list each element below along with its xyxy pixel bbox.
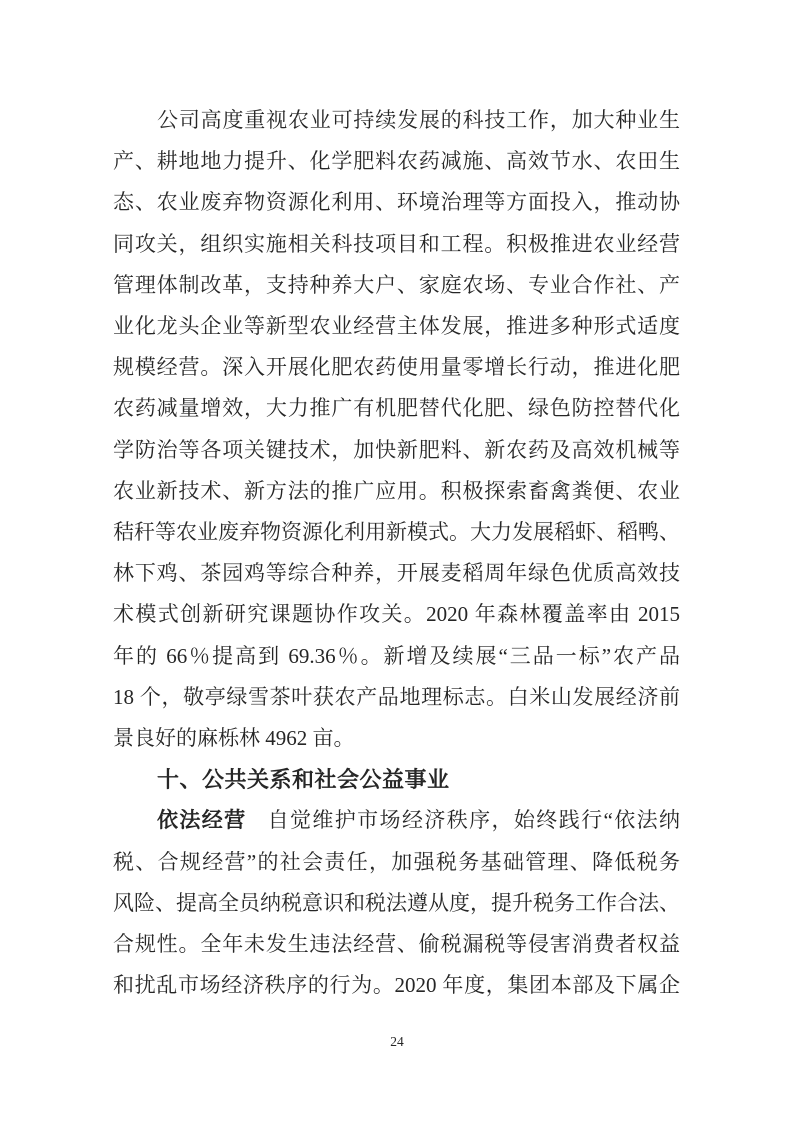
text-line: 术模式创新研究课题协作攻关。2020 年森林覆盖率由 2015 bbox=[113, 602, 680, 627]
text-line: 林下鸡、茶园鸡等综合种养，开展麦稻周年绿色优质高效技 bbox=[113, 561, 680, 586]
text-line: 风险、提高全员纳税意识和税法遵从度，提升税务工作合法、 bbox=[113, 890, 680, 915]
text-run: 自觉维护市场经济秩序，始终践行“依法纳 bbox=[267, 808, 680, 833]
text-block bbox=[113, 100, 680, 1006]
bold-lead: 依法经营 bbox=[157, 808, 247, 833]
text-line: 学防治等各项关键技术，加快新肥料、新农药及高效机械等 bbox=[113, 437, 680, 462]
page-number: 24 bbox=[390, 1034, 404, 1049]
text-line: 公司高度重视农业可持续发展的科技工作，加大种业生 bbox=[157, 108, 680, 132]
text-line: 和扰乱市场经济秩序的行为。2020 年度，集团本部及下属企 bbox=[113, 973, 680, 998]
text-line: 产、耕地地力提升、化学肥料农药减施、高效节水、农田生 bbox=[113, 149, 680, 174]
text-line: 管理体制改革，支持种养大户、家庭农场、专业合作社、产 bbox=[113, 272, 680, 297]
text-line: 业化龙头企业等新型农业经营主体发展，推进多种形式适度 bbox=[113, 314, 680, 339]
text-line: 合规性。全年未发生违法经营、偷税漏税等侵害消费者权益 bbox=[113, 932, 680, 957]
section-heading: 十、公共关系和社会公益事业 bbox=[157, 767, 450, 793]
text-line: 同攻关，组织实施相关科技项目和工程。积极推进农业经营 bbox=[113, 231, 680, 256]
text-line: 18 个，敬亭绿雪茶叶获农产品地理标志。白米山发展经济前 bbox=[113, 684, 680, 709]
text-line bbox=[113, 800, 680, 841]
text-line: 农药减量增效，大力推广有机肥替代化肥、绿色防控替代化 bbox=[113, 396, 680, 421]
text-line: 年的 66％提高到 69.36％。新增及续展“三品一标”农产品 bbox=[113, 643, 680, 668]
text-line: 规模经营。深入开展化肥农药使用量零增长行动，推进化肥 bbox=[113, 355, 680, 380]
text-line: 态、农业废弃物资源化利用、环境治理等方面投入，推动协 bbox=[113, 190, 680, 215]
text-line: 税、合规经营”的社会责任，加强税务基础管理、降低税务 bbox=[113, 849, 680, 874]
text-line: 秸秆等农业废弃物资源化利用新模式。大力发展稻虾、稻鸭、 bbox=[113, 520, 680, 545]
text-line: 农业新技术、新方法的推广应用。积极探索畜禽粪便、农业 bbox=[113, 478, 680, 503]
text-line: 景良好的麻栎林 4962 亩。 bbox=[113, 726, 355, 751]
